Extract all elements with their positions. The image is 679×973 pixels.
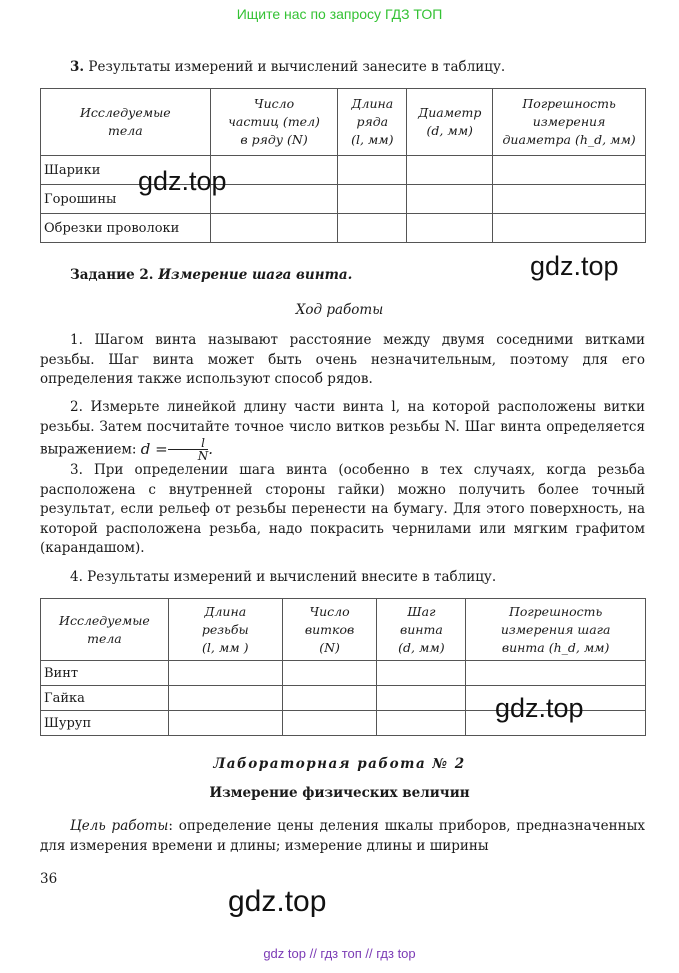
empty-cell [377,661,466,686]
paragraph-text: 2. Измерьте линейкой длину части винта l, на которой расположены витки резьбы. Затем посчитайте точное число витков резьбы N. Шаг винта определяется выражением: [40,399,645,458]
empty-cell [210,214,338,243]
header-line: (N) [319,639,340,655]
empty-cell [407,156,493,185]
header-line: (l, мм) [351,132,394,147]
empty-cell [466,661,646,686]
empty-cell [338,156,407,185]
header-line: Длина [204,603,247,619]
formula-tail: . [208,439,214,458]
column-header [41,599,169,661]
column-header [210,89,338,156]
header-line: Шаг [407,603,436,619]
header-line: частиц (тел) [228,114,320,129]
column-header [493,89,646,156]
header-line: ряда [356,114,389,129]
item-3-heading [70,58,505,78]
header-line: резьбы [201,621,249,637]
watermark: gdz.top [138,166,227,196]
lab-goal [40,817,645,856]
empty-cell [407,214,493,243]
task-title: Измерение шага винта. [153,267,353,283]
watermark: gdz.top [495,693,584,723]
header-line: Число [253,96,295,111]
empty-cell [210,156,338,185]
row-label: Шарики [41,156,211,185]
empty-cell [493,156,646,185]
empty-cell [282,686,377,711]
empty-cell [282,661,377,686]
column-header [168,599,282,661]
task-2-heading [70,266,352,286]
header-line: Длина [351,96,394,111]
empty-cell [377,686,466,711]
table-row [41,214,646,243]
table-header-row [41,89,646,156]
table-row [41,661,646,686]
table-row [41,185,646,214]
formula-numerator: l [168,437,209,450]
row-label: Обрезки проволоки [41,214,211,243]
header-line: витков [304,621,355,637]
paragraph-3 [40,461,645,559]
empty-cell [168,686,282,711]
header-line: винта (h_d, мм) [501,639,610,655]
formula [140,436,214,463]
goal-text: : определение цены деления шкалы приборов, предназначенных для измерения времени и длины; измерение длины и ширины [40,818,645,854]
column-header [338,89,407,156]
header-line: Погрешность [508,603,603,619]
header-line: (d, мм) [426,123,473,138]
column-header [282,599,377,661]
empty-cell [168,711,282,736]
row-label: Винт [41,661,169,686]
table-row [41,156,646,185]
column-header [377,599,466,661]
empty-cell [493,214,646,243]
paragraph-text: 4. Результаты измерений и вычислений внесите в таблицу. [70,569,497,585]
empty-cell [407,185,493,214]
empty-cell [338,185,407,214]
measurements-table-1 [40,88,646,243]
empty-cell [377,711,466,736]
empty-cell [282,711,377,736]
row-label: Гайка [41,686,169,711]
header-line: Погрешность [522,96,616,111]
watermark: gdz.top [228,885,327,918]
header-line: в ряду (N) [240,132,308,147]
row-label: Шуруп [41,711,169,736]
empty-cell [493,185,646,214]
empty-cell [168,661,282,686]
lab-title: Лабораторная работа № 2 [213,756,466,772]
promo-banner[interactable]: Ищите нас по запросу ГДЗ ТОП [236,6,443,22]
empty-cell [210,185,338,214]
watermark: gdz.top [530,251,619,281]
header-line: Исследуемые [59,612,150,628]
lab-subtitle: Измерение физических величин [209,785,470,801]
column-header [466,599,646,661]
column-header [41,89,211,156]
header-line: диаметра (h_d, мм) [502,132,636,147]
empty-cell [338,214,407,243]
paragraph-text: 1. Шагом винта называют расстояние между двумя соседними витками резьбы. Шаг винта может быть очень незначительным, поэтому для его определения также используют способ рядов. [40,332,645,387]
header-line: измерения шага [500,621,611,637]
row-label: Горошины [41,185,211,214]
header-line: Исследуемые [79,105,171,120]
workflow-title: Ход работы [295,302,384,318]
paragraph-4 [40,568,645,588]
paragraph-2 [40,398,645,462]
formula-denominator: N [197,449,209,463]
table-header-row [41,599,646,661]
footer-links[interactable]: gdz top // гдз топ // гдз top [263,946,416,961]
header-line: Диаметр [418,105,482,120]
paragraph-1 [40,331,645,390]
header-line: (d, мм) [398,639,445,655]
goal-label: Цель работы [70,818,169,834]
formula-lhs: d = [140,439,168,458]
header-line: тела [108,123,143,138]
item-number: 3. [70,59,85,75]
paragraph-text: 3. При определении шага винта (особенно в тех случаях, когда резьба расположена с внутренней стороны гайки) можно получить более точный результат, если рельеф от резьбы перенести на бумагу. Для этого поверхность, на которой расположена резьба, надо покрасить чернилами или мягким графитом (карандашом). [40,462,645,556]
header-line: тела [87,630,122,646]
item-text: Результаты измерений и вычислений занесите в таблицу. [84,59,506,75]
header-line: Число [309,603,350,619]
task-label: Задание 2. [70,267,154,283]
column-header [407,89,493,156]
header-line: измерения [532,114,606,129]
header-line: (l, мм ) [202,639,249,655]
page-number: 36 [40,871,58,887]
header-line: винта [399,621,443,637]
